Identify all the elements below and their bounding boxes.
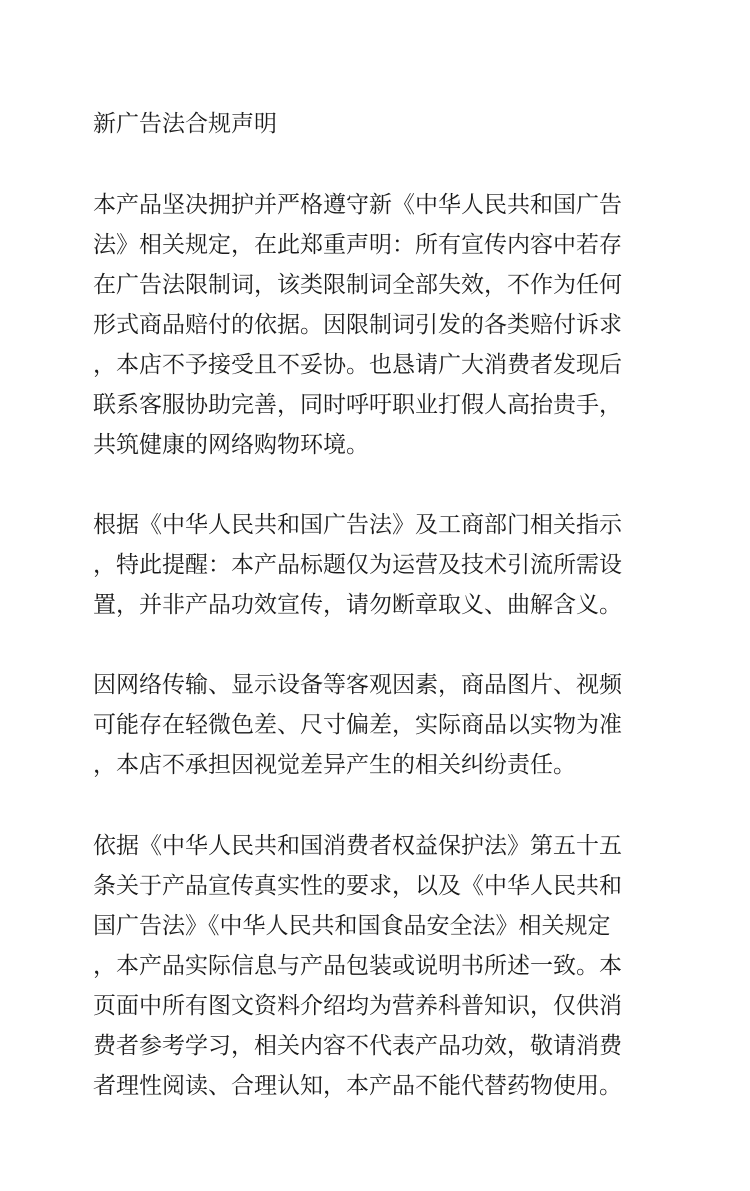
paragraph-line: 根据《中华人民共和国广告法》及工商部门相关指示 (93, 512, 622, 538)
paragraph-consumer-protection-notice (93, 826, 673, 1106)
paragraph-line: 者理性阅读、合理认知，本产品不能代替药物使用。 (93, 1073, 622, 1099)
paragraph-line: ，本产品实际信息与产品包装或说明书所述一致。本 (93, 953, 622, 979)
paragraph-line: 条关于产品宣传真实性的要求，以及《中华人民共和 (93, 873, 622, 899)
page-title: 新广告法合规声明 (93, 111, 277, 137)
paragraph-line: 本产品坚决拥护并严格遵守新《中华人民共和国广告 (93, 192, 622, 218)
paragraph-line: 依据《中华人民共和国消费者权益保护法》第五十五 (93, 833, 622, 859)
paragraph-line: 费者参考学习，相关内容不代表产品功效，敬请消费 (93, 1033, 622, 1059)
paragraph-line: 可能存在轻微色差、尺寸偏差，实际商品以实物为准 (93, 712, 622, 738)
paragraph-line: 国广告法》《中华人民共和国食品安全法》相关规定 (93, 913, 611, 939)
paragraph-advertising-law-declaration (93, 185, 673, 465)
paragraph-line: 形式商品赔付的依据。因限制词引发的各类赔付诉求 (93, 312, 622, 338)
paragraph-line: 在广告法限制词，该类限制词全部失效，不作为任何 (93, 272, 622, 298)
paragraph-line: 法》相关规定，在此郑重声明：所有宣传内容中若存 (93, 232, 622, 258)
paragraph-line: ，本店不予接受且不妥协。也恳请广大消费者发现后 (93, 352, 622, 378)
paragraph-line: 共筑健康的网络购物环境。 (93, 432, 369, 458)
paragraph-line: 因网络传输、显示设备等客观因素，商品图片、视频 (93, 672, 622, 698)
paragraph-line: 联系客服协助完善，同时呼吁职业打假人高抬贵手， (93, 392, 622, 418)
paragraph-line: ，本店不承担因视觉差异产生的相关纠纷责任。 (93, 752, 576, 778)
paragraph-line: 置，并非产品功效宣传，请勿断章取义、曲解含义。 (93, 592, 622, 618)
paragraph-line: ，特此提醒：本产品标题仅为运营及技术引流所需设 (93, 552, 622, 578)
paragraph-title-notice (93, 505, 673, 625)
paragraph-line: 页面中所有图文资料介绍均为营养科普知识，仅供消 (93, 993, 622, 1019)
paragraph-color-difference-notice (93, 665, 673, 785)
